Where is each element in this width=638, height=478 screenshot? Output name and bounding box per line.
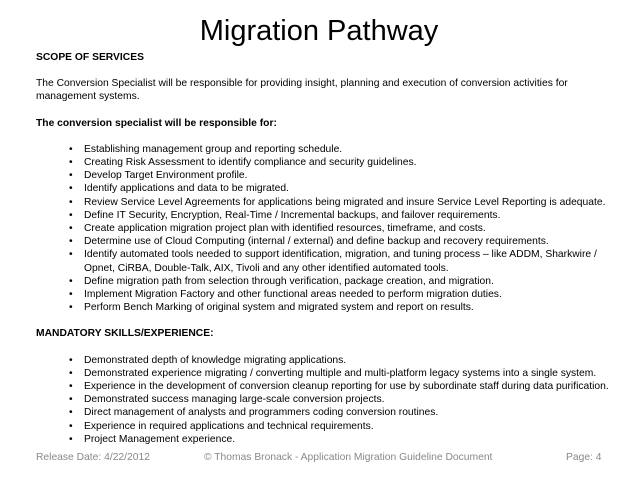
bullet-icon: • — [69, 275, 73, 287]
bullet-icon: • — [69, 196, 73, 208]
list-item — [69, 156, 616, 169]
list-item — [69, 367, 616, 380]
list-item-text: Define IT Security, Encryption, Real-Time / Incremental backups, and failover requirements. — [84, 209, 501, 221]
spacer — [36, 314, 616, 327]
bullet-icon: • — [69, 183, 73, 195]
list-item-text: Demonstrated depth of knowledge migrating applications. — [84, 354, 347, 366]
list-item — [69, 420, 616, 433]
list-item-text: Determine use of Cloud Computing (internal / external) and define backup and recovery requirements. — [84, 236, 549, 248]
list-item — [69, 209, 616, 222]
spacer — [36, 64, 616, 77]
bullet-icon: • — [69, 420, 73, 432]
list-item-text: Identify applications and data to be migrated. — [84, 183, 289, 195]
bullet-icon: • — [69, 302, 73, 314]
responsibilities-heading: The conversion specialist will be responsible for: — [36, 117, 277, 129]
list-item — [69, 288, 616, 301]
footer — [0, 452, 638, 466]
list-item — [69, 275, 616, 288]
bullet-icon: • — [69, 143, 73, 155]
skills-heading: MANDATORY SKILLS/EXPERIENCE: — [36, 328, 214, 340]
scope-text: The Conversion Specialist will be responsible for providing insight, planning and execution of conversion activities for management systems. — [36, 78, 568, 103]
spacer — [36, 130, 616, 143]
bullet-icon: • — [69, 381, 73, 393]
list-item — [69, 235, 616, 248]
list-item-text: Review Service Level Agreements for applications being migrated and insure Service Level Reporting is adequate. — [84, 196, 606, 208]
list-item — [69, 354, 616, 367]
bullet-icon: • — [69, 367, 73, 379]
bullet-icon: • — [69, 157, 73, 169]
list-item-text: Demonstrated success managing large-scale conversion projects. — [84, 394, 385, 406]
list-item — [69, 196, 616, 209]
list-item-text: Define migration path from selection through verification, package creation, and migration. — [84, 275, 494, 287]
list-item-text: Establishing management group and reporting schedule. — [84, 143, 343, 155]
responsibilities-list — [36, 143, 616, 315]
list-item-text: Experience in the development of conversion cleanup reporting for use by subordinate staff during data purification. — [84, 381, 609, 393]
list-item-text: Direct management of analysts and programmers coding conversion routines. — [84, 407, 439, 419]
slide-title: Migration Pathway — [199, 15, 439, 47]
list-item-text: Identify automated tools needed to support identification, migration, and tuning process – like ADDM, Sharkwire / Opnet, CiRBA, Double-Talk, AIX, Tivoli and any other identified automated tools. — [84, 249, 597, 274]
bullet-icon: • — [69, 354, 73, 366]
list-item-text: Develop Target Environment profile. — [84, 170, 248, 182]
list-item — [69, 143, 616, 156]
release-date: Release Date: 4/22/2012 — [36, 452, 150, 463]
list-item-text: Perform Bench Marking of original system and migrated system and report on results. — [84, 302, 474, 314]
spacer — [36, 104, 616, 117]
bullet-icon: • — [69, 433, 73, 445]
list-item-text: Project Management experience. — [84, 433, 236, 445]
list-item — [69, 380, 616, 393]
list-item-text: Experience in required applications and technical requirements. — [84, 420, 374, 432]
bullet-icon: • — [69, 236, 73, 248]
bullet-icon: • — [69, 289, 73, 301]
list-item — [69, 433, 616, 446]
list-item — [69, 393, 616, 406]
list-item — [69, 169, 616, 182]
list-item — [69, 301, 616, 314]
list-item — [69, 248, 616, 274]
bullet-icon: • — [69, 249, 73, 261]
bullet-icon: • — [69, 223, 73, 235]
list-item-text: Create application migration project plan with identified resources, timeframe, and costs. — [84, 223, 486, 235]
page-number: Page: 4 — [566, 452, 602, 463]
copyright-notice: © Thomas Bronack - Application Migration Guideline Document — [204, 452, 493, 463]
slide-body — [36, 51, 616, 446]
bullet-icon: • — [69, 209, 73, 221]
list-item-text: Creating Risk Assessment to identify compliance and security guidelines. — [84, 157, 417, 169]
skills-list — [36, 354, 616, 446]
spacer — [36, 341, 616, 354]
bullet-icon: • — [69, 170, 73, 182]
list-item-text: Demonstrated experience migrating / converting multiple and multi-platform legacy systems into a single system. — [84, 367, 597, 379]
list-item-text: Implement Migration Factory and other functional areas needed to perform migration duties. — [84, 289, 502, 301]
bullet-icon: • — [69, 394, 73, 406]
bullet-icon: • — [69, 407, 73, 419]
scope-heading: SCOPE OF SERVICES — [36, 52, 144, 63]
list-item — [69, 222, 616, 235]
list-item — [69, 182, 616, 195]
list-item — [69, 406, 616, 419]
